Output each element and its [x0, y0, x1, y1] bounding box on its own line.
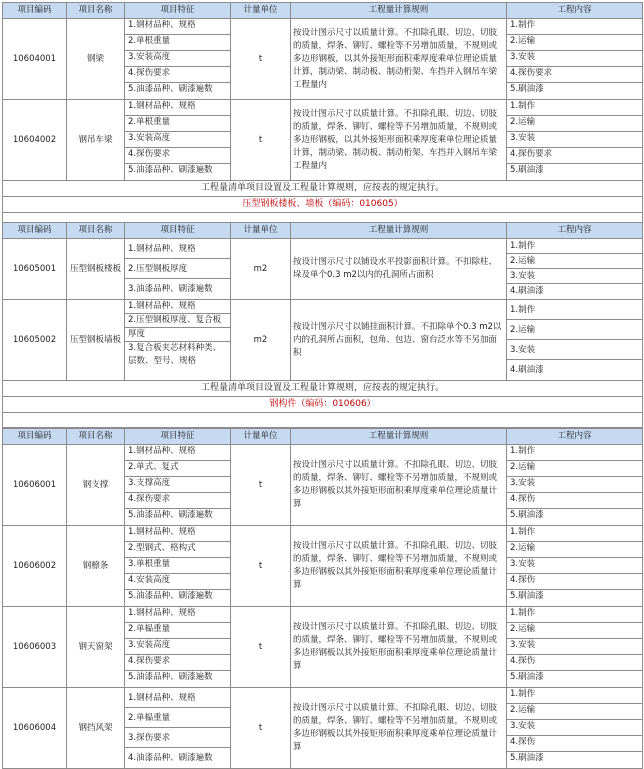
feature-line: 4.安装高度 [125, 574, 230, 590]
header-code: 项目编码 [3, 223, 67, 239]
item-unit: t [231, 607, 291, 688]
work-line: 3.安装 [507, 639, 642, 655]
item-features [125, 300, 231, 381]
header-name: 项目名称 [67, 223, 125, 239]
table-profiled-steel [2, 222, 643, 428]
item-features [125, 607, 231, 688]
work-line: 1.制作 [507, 526, 642, 542]
item-work [507, 100, 643, 181]
item-features [125, 239, 231, 300]
item-features [125, 526, 231, 607]
feature-line: 1.钢材品种、规格 [125, 688, 230, 708]
feature-line: 5.油漆品种、刷漆遍数 [128, 510, 213, 520]
item-unit: t [231, 688, 291, 769]
work-line: 5.刷油漆 [510, 672, 544, 682]
work-line: 4.探伤要求 [507, 67, 642, 83]
header-unit: 计量单位 [231, 3, 291, 19]
header-rule: 工程量计算规则 [291, 223, 507, 239]
feature-line: 1.钢材品种、规格 [125, 526, 230, 542]
work-line: 1.制作 [507, 239, 642, 254]
work-line: 2.运输 [507, 320, 642, 340]
header-features: 项目特征 [125, 429, 231, 445]
header-work: 工程内容 [507, 223, 643, 239]
header-features: 项目特征 [125, 3, 231, 19]
feature-line: 4.探伤要求 [125, 655, 230, 671]
work-line: 3.安装 [507, 558, 642, 574]
item-code: 10606004 [3, 688, 67, 769]
item-code: 10606002 [3, 526, 67, 607]
work-line: 4.刷油漆 [510, 365, 544, 375]
item-name: 压型钢板墙板 [67, 300, 125, 381]
item-unit: t [231, 100, 291, 181]
header-name: 项目名称 [67, 3, 125, 19]
work-line: 5.刷油漆 [510, 591, 544, 601]
work-line: 2.运输 [507, 35, 642, 51]
feature-line: 3.油漆品种、刷漆遍数 [128, 284, 213, 294]
item-work [507, 688, 643, 769]
header-name: 项目名称 [67, 429, 125, 445]
item-name: 钢檩条 [67, 526, 125, 607]
feature-line: 4.探伤要求 [125, 67, 230, 83]
table-row [3, 445, 643, 526]
header-row [3, 429, 643, 445]
item-features [125, 688, 231, 769]
table-note: 工程量清单项目设置及工程量计算规则，应按表的规定执行。 [3, 381, 643, 397]
work-line: 1.制作 [507, 100, 642, 116]
work-line: 4.探伤 [507, 736, 642, 752]
item-name: 钢挡风架 [67, 688, 125, 769]
table-row [3, 100, 643, 181]
work-line: 5.刷油漆 [510, 753, 544, 763]
feature-line: 2.单榀重量 [125, 708, 230, 728]
feature-line: 5.油漆品种、刷漆遍数 [128, 165, 213, 175]
header-rule: 工程量计算规则 [291, 3, 507, 19]
feature-line: 1.钢材品种、规格 [125, 19, 230, 35]
section-title: 压型钢板楼板、墙板（编码：010605） [3, 197, 643, 213]
item-code: 10606003 [3, 607, 67, 688]
header-code: 项目编码 [3, 3, 67, 19]
feature-line: 1.钢材品种、规格 [125, 300, 230, 314]
item-work [507, 19, 643, 100]
item-rule: 按设计图示尺寸以质量计算。不扣除孔眼、切边、切肢的质量，焊条、铆钉、螺栓等不另增加质量，不规则或多边形钢板以其外接矩形面积乘厚度乘单位理论质量计算 [291, 607, 507, 688]
item-rule: 按设计图示尺寸以铺挂面积计算。不扣除单个0.3 m2以内的孔洞所占面积，包角、包边、窗台泛水等不另加面积 [291, 300, 507, 381]
item-code: 10605001 [3, 239, 67, 300]
item-name: 钢吊车梁 [67, 100, 125, 181]
spacer-row [3, 413, 643, 428]
item-work [507, 239, 643, 300]
work-line: 3.安装 [507, 720, 642, 736]
work-line: 3.安装 [507, 269, 642, 284]
work-line: 4.探伤 [507, 574, 642, 590]
table-note-row [3, 381, 643, 397]
section-title-row [3, 197, 643, 213]
item-rule: 按设计图示尺寸以质量计算。不扣除孔眼、切边、切肢的质量，焊条、铆钉、螺栓等不另增加质量，不规则或多边形钢板以其外接矩形面积乘厚度乘单位理论质量计算 [291, 445, 507, 526]
item-work [507, 607, 643, 688]
item-work [507, 445, 643, 526]
work-line: 2.运输 [507, 116, 642, 132]
feature-line: 3.安装高度 [125, 132, 230, 148]
work-line: 2.运输 [507, 461, 642, 477]
item-work [507, 526, 643, 607]
feature-line: 4.油漆品种、刷漆遍数 [128, 753, 213, 763]
work-line: 1.制作 [507, 19, 642, 35]
item-code: 10604002 [3, 100, 67, 181]
item-unit: m2 [231, 300, 291, 381]
work-line: 5.刷油漆 [510, 510, 544, 520]
feature-line: 5.油漆品种、刷漆遍数 [128, 84, 213, 94]
item-rule: 按设计图示尺寸以质量计算。不扣除孔眼、切边、切肢的质量，焊条、铆钉、螺栓等不另增加质量，不规则或多边形钢板以其外接矩形面积乘厚度乘单位理论质量计算 [291, 526, 507, 607]
feature-line: 4.探伤要求 [125, 148, 230, 164]
table-row [3, 526, 643, 607]
feature-line: 2.单根重量 [125, 116, 230, 132]
table-row [3, 239, 643, 300]
item-rule: 按设计图示尺寸以质量计算。不扣除孔眼、切边、切肢的质量，焊条、铆钉、螺栓等不另增加质量，不规则或多边形钢板，以其外接矩形面积乘厚度乘单位理论质量计算，制动梁、制动板、制动桁架、车挡并入钢吊车梁工程量内 [291, 19, 507, 100]
header-unit: 计量单位 [231, 223, 291, 239]
item-code: 10606001 [3, 445, 67, 526]
work-line: 3.安装 [507, 51, 642, 67]
section-title: 钢构件（编码：010606） [3, 397, 643, 413]
header-work: 工程内容 [507, 3, 643, 19]
work-line: 1.制作 [507, 607, 642, 623]
header-work: 工程内容 [507, 429, 643, 445]
header-row [3, 3, 643, 19]
item-work [507, 300, 643, 381]
table-steel-beams [2, 2, 643, 228]
item-code: 10604001 [3, 19, 67, 100]
table-row [3, 688, 643, 769]
feature-line: 5.油漆品种、刷漆遍数 [128, 591, 213, 601]
header-features: 项目特征 [125, 223, 231, 239]
work-line: 1.制作 [507, 445, 642, 461]
work-line: 2.运输 [507, 623, 642, 639]
work-line: 3.安装 [507, 340, 642, 360]
header-rule: 工程量计算规则 [291, 429, 507, 445]
feature-line: 3.探伤要求 [125, 728, 230, 748]
table-row [3, 19, 643, 100]
item-unit: t [231, 19, 291, 100]
work-line: 4.探伤 [507, 493, 642, 509]
item-code: 10605002 [3, 300, 67, 381]
work-line: 1.制作 [507, 300, 642, 320]
feature-line: 5.油漆品种、刷漆遍数 [128, 672, 213, 682]
item-rule: 按设计图示尺寸以铺设水平投影面积计算。不扣除柱、垛及单个0.3 m2以内的孔洞所占面积 [291, 239, 507, 300]
table-note-row [3, 181, 643, 197]
feature-line: 3.支撑高度 [125, 477, 230, 493]
feature-line: 1.钢材品种、规格 [125, 100, 230, 116]
work-line: 5.刷油漆 [510, 165, 544, 175]
header-code: 项目编码 [3, 429, 67, 445]
work-line: 1.制作 [507, 688, 642, 704]
feature-line: 2.单式、复式 [125, 461, 230, 477]
table-row [3, 300, 643, 381]
feature-line: 3.复合板夹芯材料种类、层数、型号、规格 [128, 343, 222, 366]
table-row [3, 607, 643, 688]
work-line: 4.探伤 [507, 655, 642, 671]
item-unit: t [231, 445, 291, 526]
item-rule: 按设计图示尺寸以质量计算。不扣除孔眼、切边、切肢的质量，焊条、铆钉、螺栓等不另增加质量，不规则或多边形钢板，以其外接矩形面积乘厚度乘单位理论质量计算，制动梁、制动板、制动桁架、车挡并入钢吊车梁工程量内 [291, 100, 507, 181]
feature-line: 2.单榀重量 [125, 623, 230, 639]
work-line: 3.安装 [507, 477, 642, 493]
feature-line: 2.压型钢板厚度、复合板 [125, 314, 230, 328]
work-line: 2.运输 [507, 542, 642, 558]
feature-line: 3.安装高度 [125, 639, 230, 655]
feature-line: 2.单根重量 [125, 35, 230, 51]
feature-line: 1.钢材品种、规格 [125, 239, 230, 259]
section-title-row [3, 397, 643, 413]
feature-line: 3.单根重量 [125, 558, 230, 574]
item-rule: 按设计图示尺寸以质量计算。不扣除孔眼、切边、切肢的质量，焊条、铆钉、螺栓等不另增加质量，不规则或多边形钢板以其外接矩形面积乘厚度乘单位理论质量计算 [291, 688, 507, 769]
item-features [125, 445, 231, 526]
item-name: 钢梁 [67, 19, 125, 100]
item-name: 压型钢板楼板 [67, 239, 125, 300]
feature-line: 3.安装高度 [125, 51, 230, 67]
header-row [3, 223, 643, 239]
item-name: 钢支撑 [67, 445, 125, 526]
item-unit: m2 [231, 239, 291, 300]
table-steel-components [2, 428, 643, 769]
work-line: 3.安装 [507, 132, 642, 148]
item-unit: t [231, 526, 291, 607]
feature-line: 1.钢材品种、规格 [125, 445, 230, 461]
header-unit: 计量单位 [231, 429, 291, 445]
item-features [125, 19, 231, 100]
item-features [125, 100, 231, 181]
work-line: 2.运输 [507, 254, 642, 269]
item-name: 钢天窗架 [67, 607, 125, 688]
feature-line: 4.探伤要求 [125, 493, 230, 509]
work-line: 4.探伤要求 [507, 148, 642, 164]
feature-line: 2.型钢式、格构式 [125, 542, 230, 558]
feature-line: 1.钢材品种、规格 [125, 607, 230, 623]
work-line: 2.运输 [507, 704, 642, 720]
work-line: 4.刷油漆 [510, 286, 544, 296]
table-note: 工程量清单项目设置及工程量计算规则，应按表的规定执行。 [3, 181, 643, 197]
work-line: 5.刷油漆 [510, 84, 544, 94]
feature-line: 2.压型钢板厚度 [125, 259, 230, 279]
feature-line: 厚度 [125, 328, 230, 342]
